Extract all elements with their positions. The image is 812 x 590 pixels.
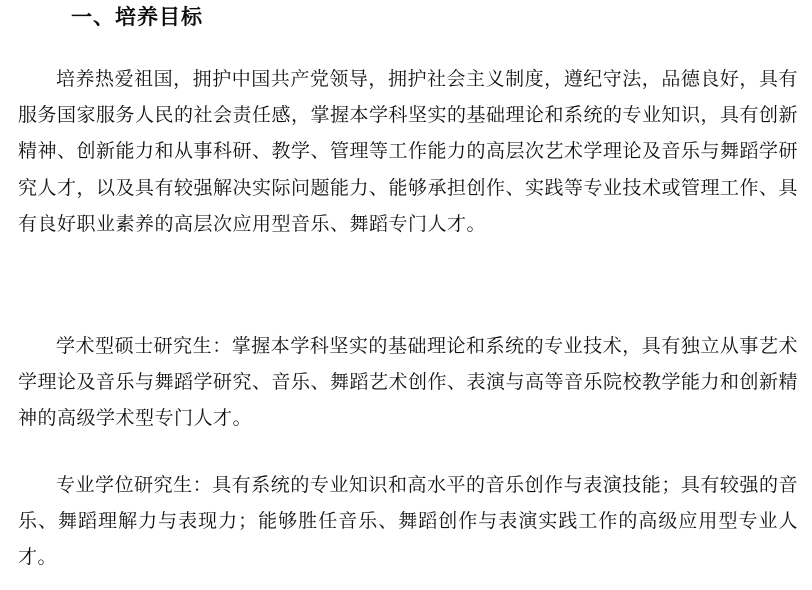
section-heading: 一、培养目标 — [71, 5, 203, 29]
paragraph-academic-master: 学术型硕士研究生：掌握本学科坚实的基础理论和系统的专业技术，具有独立从事艺术学理论及音乐与舞蹈学研究、音乐、舞蹈艺术创作、表演与高等音乐院校教学能力和创新精神的高级学术型专门人才。 — [18, 335, 799, 430]
paragraph-professional-degree: 专业学位研究生：具有系统的专业知识和高水平的音乐创作与表演技能；具有较强的音乐、舞蹈理解力与表现力；能够胜任音乐、舞蹈创作与表演实践工作的高级应用型专业人才。 — [18, 474, 798, 569]
paragraph-training-goals: 培养热爱祖国，拥护中国共产党领导，拥护社会主义制度，遵纪守法，品德良好，具有服务国家服务人民的社会责任感，掌握本学科坚实的基础理论和系统的专业知识，具有创新精神、创新能力和从事科研、教学、管理等工作能力的高层次艺术学理论及音乐与舞蹈学研究人才，以及具有较强解决实际问题能力、能够承担创作、实践等专业技术或管理工作、具有良好职业素养的高层次应用型音乐、舞蹈专门人才。 — [18, 68, 799, 235]
